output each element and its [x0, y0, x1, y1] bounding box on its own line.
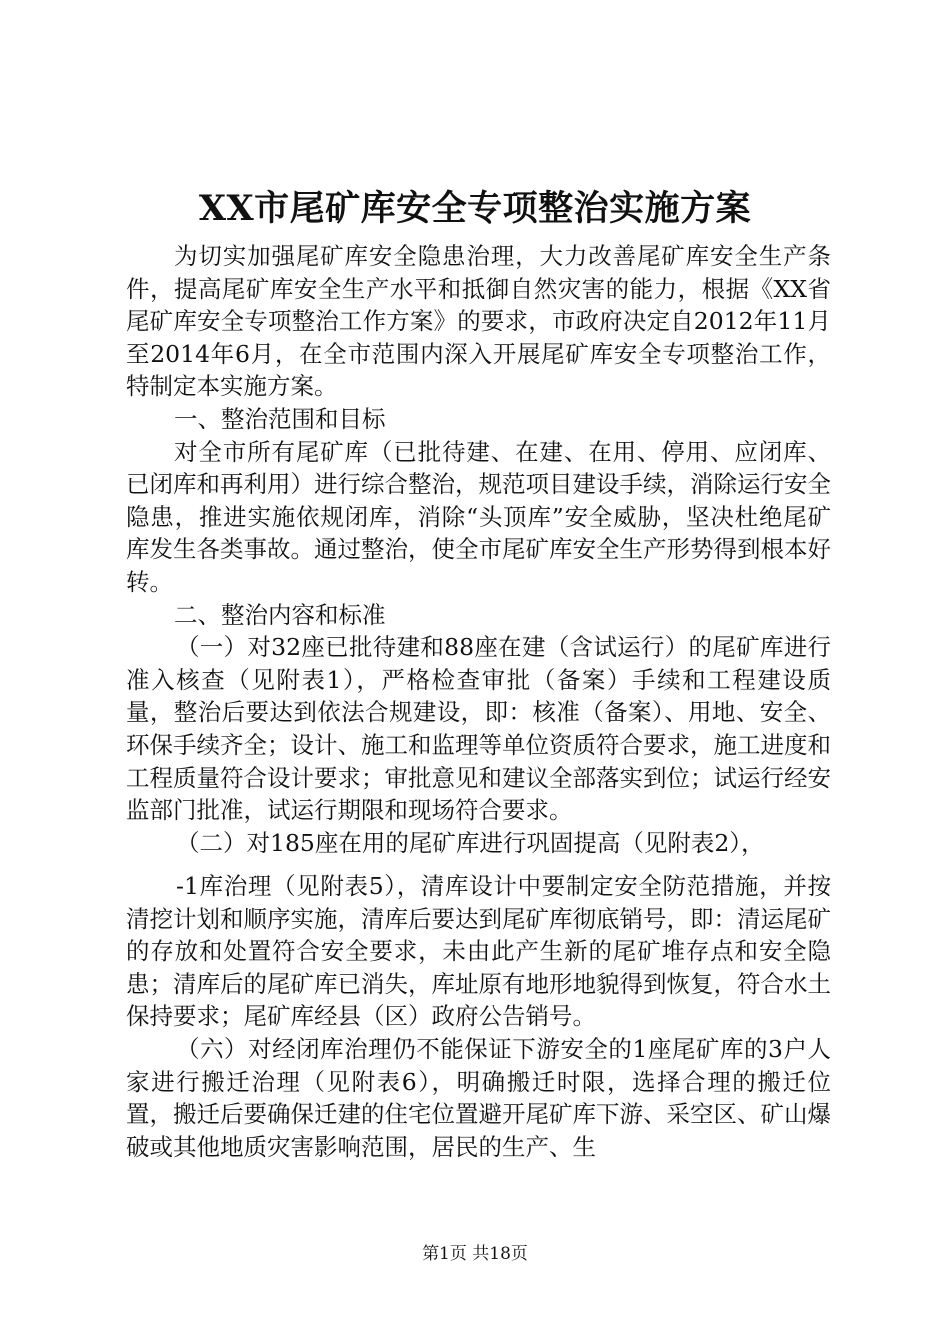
clearance-paragraph: -1库治理（见附表5），清库设计中要制定安全防范措施，并按清挖计划和顺序实施，清库后要达到尾矿库彻底销号，即：清运尾矿的存放和处置符合安全要求，未由此产生新的尾矿堆存点和安全隐患；清库后的尾矿库已消失，库址原有地形地貌得到恢复，符合水土保持要求；尾矿库经县（区）政府公告销号。 [126, 872, 831, 1031]
item-one-paragraph: （一）对32座已批待建和88座在建（含试运行）的尾矿库进行准入核查（见附表1），严格检查审批（备案）手续和工程建设质量，整治后要达到依法合规建设，即：核准（备案）、用地、安全、环保手续齐全；设计、施工和监理等单位资质符合要求，施工进度和工程质量符合设计要求；审批意见和建议全部落实到位；试运行经安监部门批准，试运行期限和现场符合要求。 [126, 633, 831, 825]
document-body-bottom [126, 870, 831, 1163]
page-footer: 第1页 共18页 [422, 1244, 528, 1264]
section-heading-content: 二、整治内容和标准 [174, 600, 386, 629]
item-two-paragraph: （二）对185座在用的尾矿库进行巩固提高（见附表2）， [176, 828, 765, 857]
section-heading-scope: 一、整治范围和目标 [174, 404, 386, 433]
item-six-paragraph: （六）对经闭库治理仍不能保证下游安全的1座尾矿库的3户人家进行搬迁治理（见附表6），明确搬迁时限，选择合理的搬迁位置，搬迁后要确保迁建的住宅位置避开尾矿库下游、采空区、矿山爆破或其他地质灾害影响范围，居民的生产、生 [126, 1034, 831, 1161]
document-title: XX市尾矿库安全专项整治实施方案 [198, 188, 752, 229]
scope-paragraph: 对全市所有尾矿库（已批待建、在建、在用、停用、应闭库、已闭库和再利用）进行综合整治，规范项目建设手续，消除运行安全隐患，推进实施依规闭库，消除“头顶库”安全威胁，坚决杜绝尾矿库发生各类事故。通过整治，使全市尾矿库安全生产形势得到根本好转。 [126, 437, 831, 596]
document-body-top [126, 240, 831, 859]
intro-paragraph: 为切实加强尾矿库安全隐患治理，大力改善尾矿库安全生产条件，提高尾矿库安全生产水平和抵御自然灾害的能力，根据《XX省尾矿库安全专项整治工作方案》的要求，市政府决定自2012年11月至2014年6月，在全市范围内深入开展尾矿库安全专项整治工作，特制定本实施方案。 [126, 242, 831, 401]
